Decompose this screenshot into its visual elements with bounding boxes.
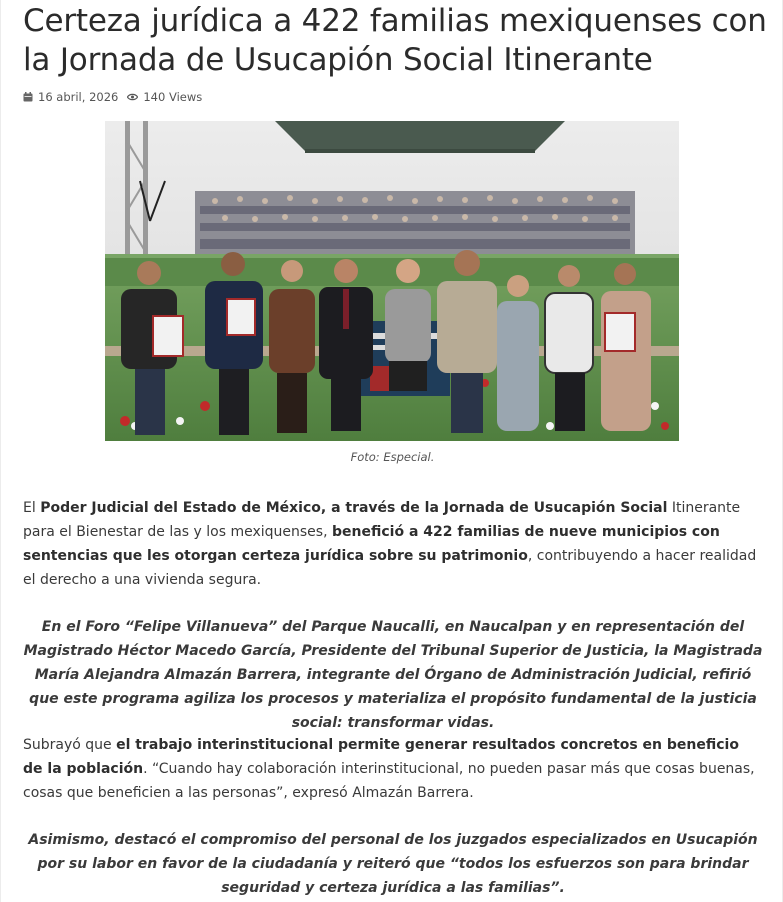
paragraph-1-text: Itinerante para el Bienestar de las y los mexiquenses, (23, 500, 741, 540)
views-meta (127, 90, 202, 104)
calendar-icon (23, 92, 33, 102)
paragraph-3 (23, 733, 763, 805)
paragraph-1-text: , contribuyendo a hacer realidad el derecho a una vivienda segura. (23, 548, 757, 588)
paragraph-1-text: El (23, 500, 41, 516)
paragraph-4: Asimismo, destacó el compromiso del personal de los juzgados especializados en Usucapión por su labor en favor de la ciudadanía y reiteró que “todos los esfuerzos son para brindar seguridad y certeza jurídica a las familias”. (28, 832, 758, 896)
date-meta[interactable] (23, 90, 118, 104)
paragraph-2: En el Foro “Felipe Villanueva” del Parque Naucalli, en Naucalpan y en representación del Magistrado Héctor Macedo García, Presidente del Tribunal Superior de Justicia, la Magistrada María Alejandra Almazán Barrera, integrante del Órgano de Administración Judicial, refirió que este programa agiliza los procesos y materializa el propósito fundamental de la justicia social: transformar vidas. (23, 619, 763, 731)
eye-icon (127, 93, 138, 101)
article-photo[interactable] (105, 121, 679, 441)
paragraph-1-bold: benefició a 422 familias de nueve municipios con sentencias que les otorgan certeza jurídica sobre su patrimonio (23, 524, 720, 564)
publish-date: 16 abril, 2026 (38, 90, 119, 104)
article-meta (23, 90, 211, 104)
paragraph-3-bold: el trabajo interinstitucional permite generar resultados concretos en beneficio de la población (23, 737, 739, 777)
group-photo-illustration (105, 121, 679, 441)
paragraph-3-text: Subrayó que (23, 737, 117, 753)
paragraph-1 (23, 496, 763, 592)
article-title: Certeza jurídica a 422 familias mexiquenses con la Jornada de Usucapión Social Itinerante (23, 3, 767, 78)
paragraph-1-bold: Poder Judicial del Estado de México, a través de la Jornada de Usucapión Social (40, 500, 668, 516)
paragraph-3-text: . “Cuando hay colaboración interinstitucional, no pueden pasar más que cosas buenas, cosas que beneficien a las personas”, expresó Almazán Barrera. (23, 761, 755, 801)
photo-caption: Foto: Especial. (350, 450, 435, 464)
view-count: 140 Views (143, 90, 203, 104)
